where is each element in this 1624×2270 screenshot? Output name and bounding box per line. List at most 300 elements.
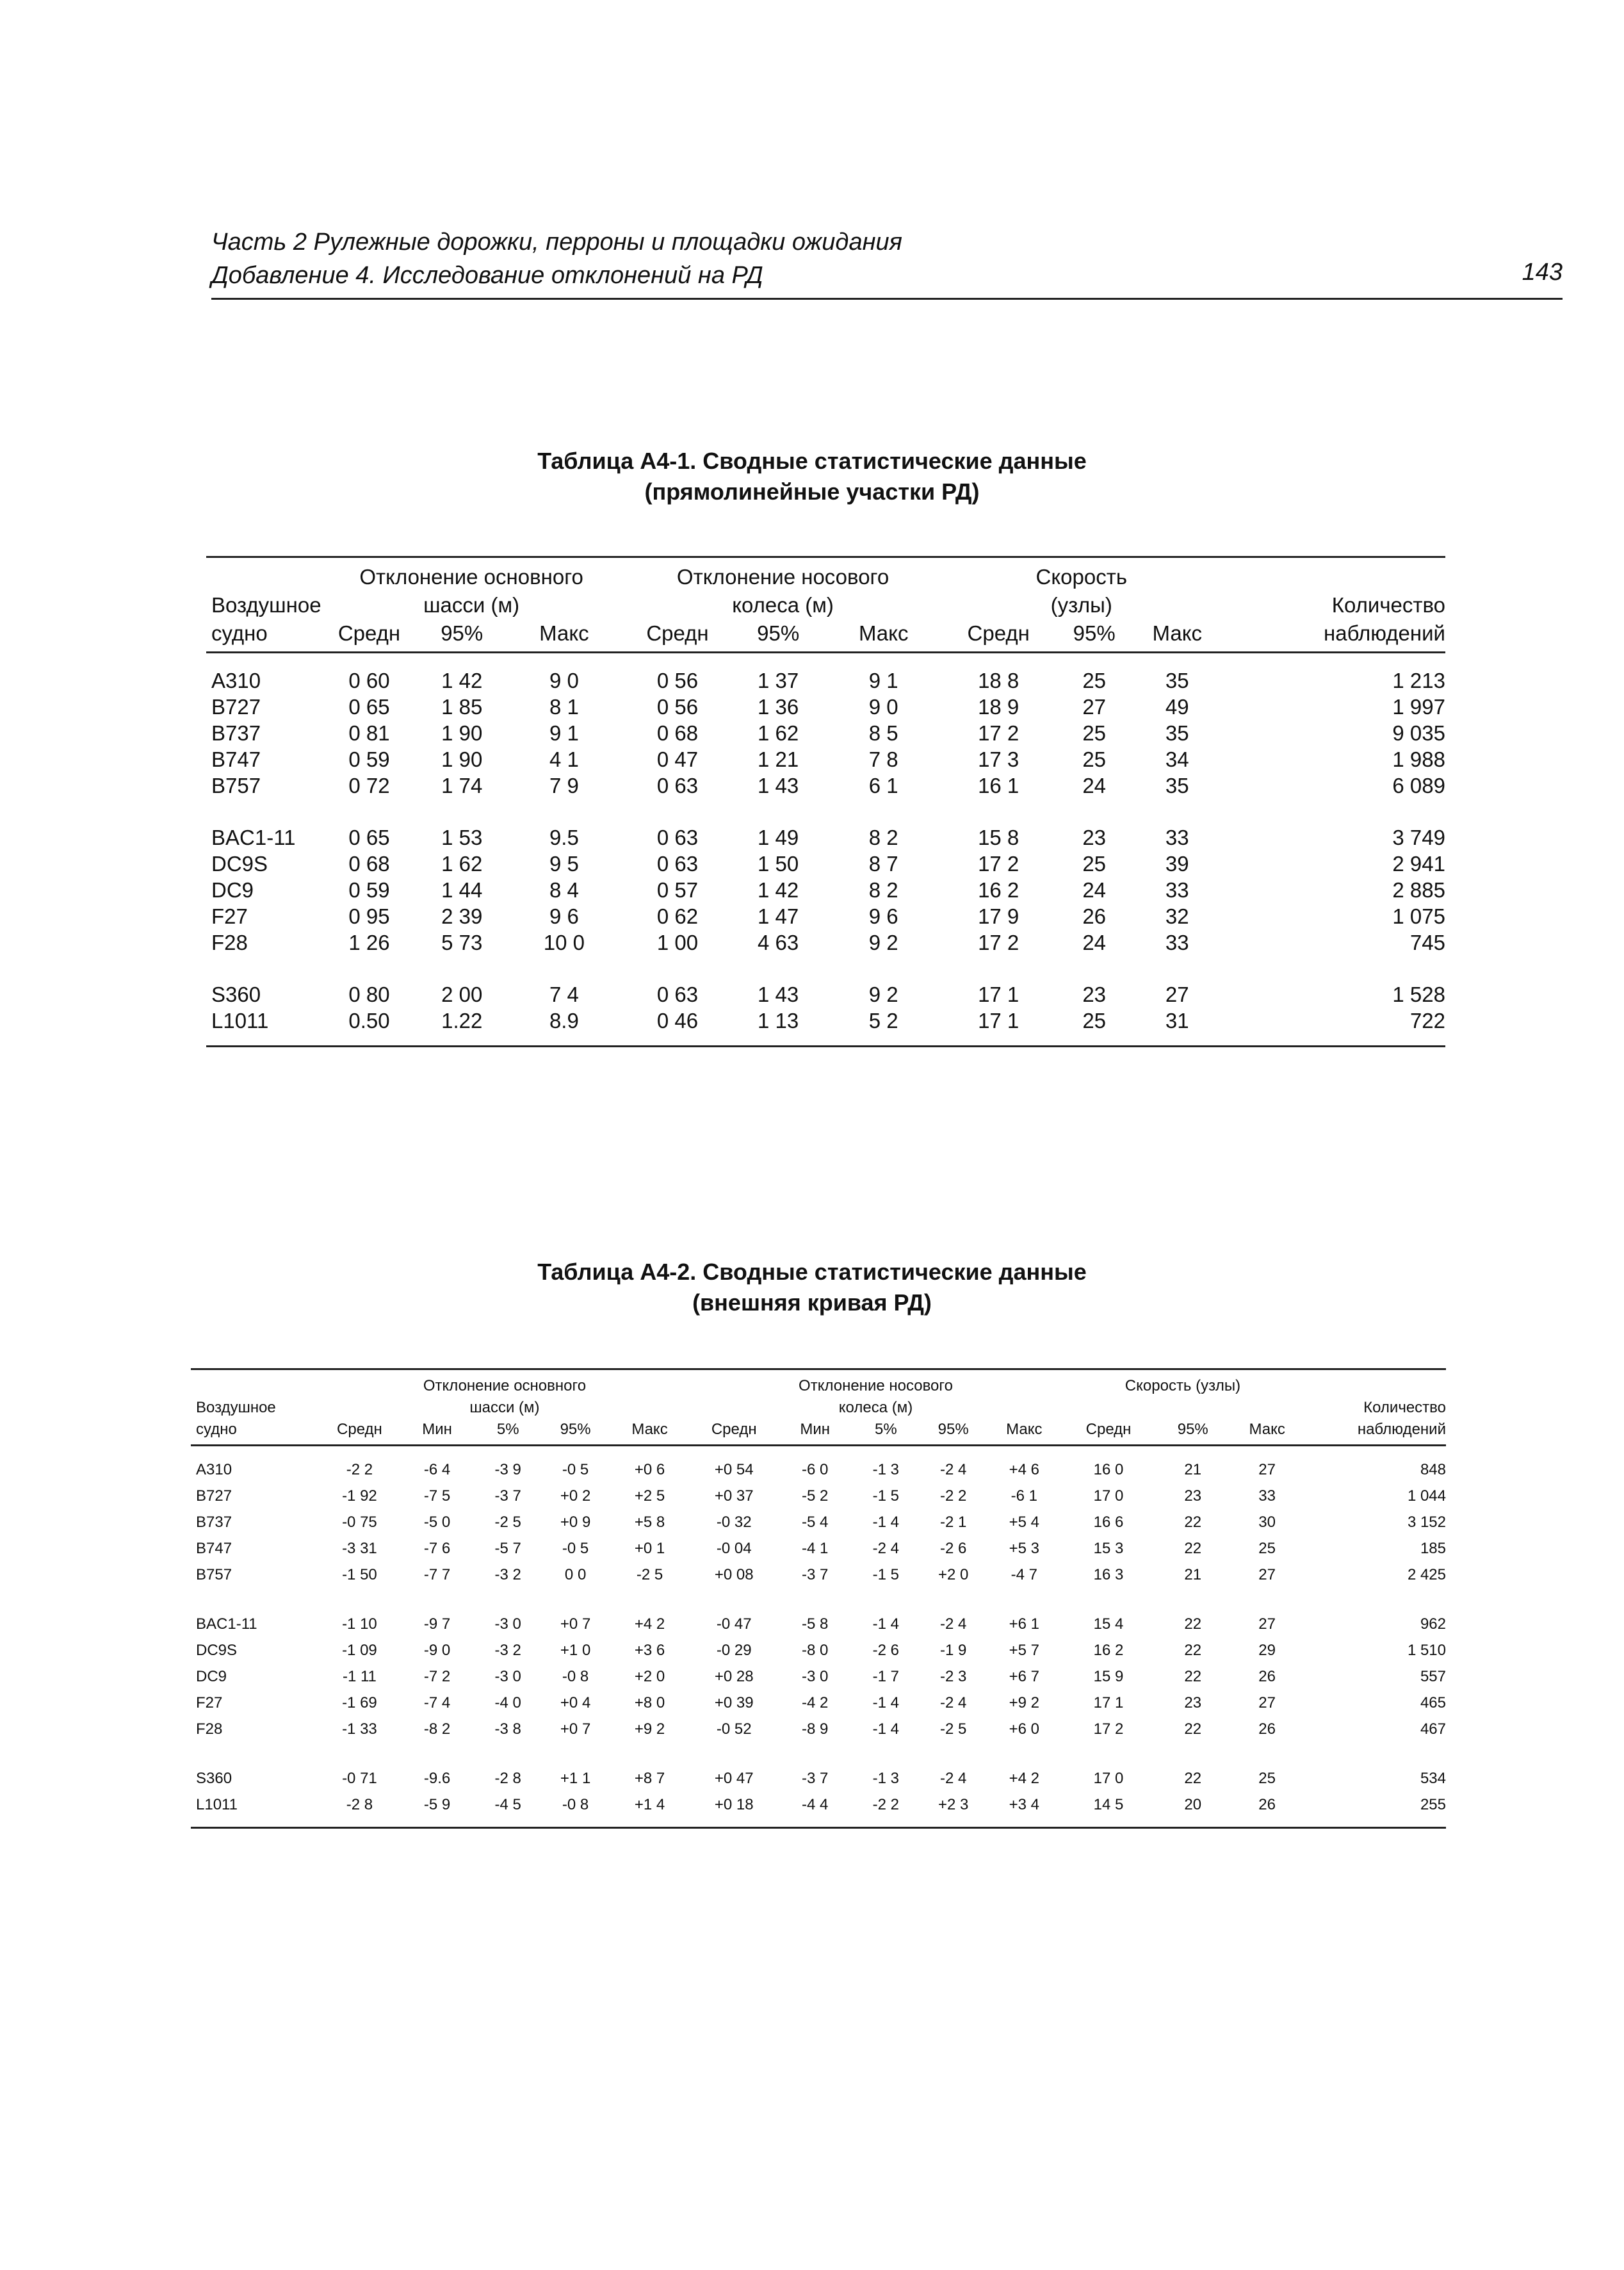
- value-cell: 1 90: [441, 721, 483, 745]
- value-cell: 0 59: [348, 747, 390, 771]
- value-cell: 15 8: [978, 826, 1019, 849]
- value-cell: -9.6: [423, 1770, 451, 1787]
- value-cell: 7 9: [549, 774, 579, 797]
- value-cell: -0 8: [562, 1668, 589, 1685]
- value-cell: +3 4: [987, 1792, 1061, 1828]
- value-cell: 9 0: [549, 669, 579, 692]
- value-cell: +0 2: [560, 1487, 591, 1505]
- value-cell: 23: [1184, 1487, 1202, 1505]
- value-cell: 27: [1258, 1566, 1276, 1583]
- value-cell: 1 49: [758, 826, 799, 849]
- value-cell: -5 7: [494, 1540, 521, 1557]
- value-cell: 5 73: [441, 931, 483, 954]
- value-cell: 8 4: [549, 878, 579, 902]
- value-cell: -1 09: [342, 1642, 377, 1659]
- value-cell: 722: [1219, 1008, 1445, 1047]
- table1-head-aircraft-2: судно: [206, 619, 321, 653]
- value-cell: 7 4: [549, 983, 579, 1006]
- value-cell: +0 6: [634, 1461, 665, 1478]
- table-row: [206, 903, 1445, 929]
- value-cell: 35: [1165, 669, 1189, 692]
- value-cell: 8 2: [868, 826, 898, 849]
- value-cell: 25: [1082, 721, 1107, 745]
- table-row: [206, 1008, 1445, 1047]
- value-cell: 32: [1165, 904, 1189, 928]
- value-cell: -1 11: [342, 1668, 377, 1685]
- aircraft-cell: BAC1-11: [211, 826, 296, 849]
- value-cell: 17 1: [1093, 1694, 1124, 1711]
- table2: [191, 1368, 1446, 1829]
- value-cell: 467: [1420, 1720, 1446, 1738]
- value-cell: +5 4: [1009, 1514, 1040, 1531]
- aircraft-cell: B757: [211, 774, 261, 797]
- value-cell: 1 044: [1407, 1487, 1446, 1505]
- value-cell: 17 1: [978, 983, 1019, 1006]
- value-cell: 1 50: [758, 852, 799, 876]
- value-cell: 1 43: [758, 983, 799, 1006]
- value-cell: 17 2: [978, 931, 1019, 954]
- value-cell: 0 65: [348, 695, 390, 719]
- table-row: [191, 1446, 1446, 1483]
- header-part-title: Часть 2 Рулежные дорожки, перроны и площадки ожидания: [211, 229, 902, 256]
- table2-title: [0, 1257, 1624, 1318]
- table1-head-speed-mean: Средн: [944, 619, 1052, 653]
- aircraft-cell: A310: [211, 669, 261, 692]
- value-cell: 848: [1420, 1461, 1446, 1478]
- table-row: [206, 851, 1445, 877]
- value-cell: 33: [1165, 826, 1189, 849]
- value-cell: 0 63: [656, 983, 699, 1006]
- value-cell: -6 1: [1011, 1487, 1037, 1505]
- value-cell: 0 59: [348, 878, 390, 902]
- value-cell: 17 0: [1093, 1487, 1124, 1505]
- table-row: [191, 1535, 1446, 1562]
- value-cell: -2 5: [940, 1720, 967, 1738]
- value-cell: -2 8: [494, 1770, 521, 1787]
- value-cell: 0 68: [656, 721, 699, 745]
- value-cell: 26: [1082, 904, 1107, 928]
- table1-head-aircraft-1: Воздушное: [211, 593, 321, 617]
- value-cell: -2 1: [940, 1514, 967, 1531]
- table-row: [191, 1562, 1446, 1588]
- value-cell: 27: [1082, 695, 1107, 719]
- value-cell: 1 528: [1392, 983, 1445, 1006]
- value-cell: 8 2: [868, 878, 898, 902]
- value-cell: 2 941: [1392, 852, 1445, 876]
- value-cell: 33: [1165, 931, 1189, 954]
- value-cell: +3 6: [634, 1642, 665, 1659]
- value-cell: 8 5: [868, 721, 898, 745]
- table2-head-nose-max: Макс: [987, 1419, 1061, 1446]
- value-cell: -5 8: [801, 1615, 829, 1633]
- value-cell: 0 47: [656, 747, 699, 771]
- value-cell: 16 2: [1093, 1642, 1124, 1659]
- value-cell: 34: [1165, 747, 1189, 771]
- table-row: [206, 694, 1445, 720]
- value-cell: -2 4: [940, 1694, 967, 1711]
- table1-title-line2: (прямолинейные участки РД): [644, 478, 980, 505]
- table1-head-main: Отклонение основного: [321, 557, 622, 592]
- value-cell: 1 26: [348, 931, 390, 954]
- value-cell: 0 63: [656, 826, 699, 849]
- value-cell: +0 54: [714, 1461, 754, 1478]
- value-cell: 0.50: [321, 1008, 418, 1047]
- value-cell: +1 1: [560, 1770, 591, 1787]
- aircraft-cell: DC9S: [211, 852, 268, 876]
- value-cell: 4 1: [549, 747, 579, 771]
- value-cell: -0 5: [562, 1461, 589, 1478]
- value-cell: -1 7: [872, 1668, 899, 1685]
- value-cell: 0 62: [656, 904, 699, 928]
- value-cell: 3 152: [1407, 1514, 1446, 1531]
- value-cell: 27: [1258, 1461, 1276, 1478]
- value-cell: -3 7: [494, 1487, 521, 1505]
- value-cell: -0 8: [542, 1792, 609, 1828]
- value-cell: -4 5: [475, 1792, 542, 1828]
- aircraft-cell: DC9: [211, 878, 254, 902]
- value-cell: -3 0: [494, 1668, 521, 1685]
- table1-head-speed-max: Макс: [1135, 619, 1219, 653]
- table2-head-main-2: шасси (м): [469, 1399, 540, 1416]
- value-cell: 17 9: [978, 904, 1019, 928]
- value-cell: 0 60: [348, 669, 390, 692]
- value-cell: 49: [1165, 695, 1189, 719]
- aircraft-cell: B737: [196, 1514, 232, 1531]
- value-cell: 22: [1184, 1668, 1202, 1685]
- value-cell: 1 988: [1392, 747, 1445, 771]
- aircraft-cell: DC9S: [196, 1642, 238, 1659]
- value-cell: -1 9: [940, 1642, 967, 1659]
- value-cell: 9 5: [549, 852, 579, 876]
- value-cell: 557: [1420, 1668, 1446, 1685]
- value-cell: -3 8: [494, 1720, 521, 1738]
- value-cell: 1 90: [441, 747, 483, 771]
- page-number: 143: [1522, 259, 1563, 286]
- value-cell: 24: [1082, 774, 1107, 797]
- table-row: [191, 1509, 1446, 1535]
- value-cell: -1 5: [872, 1487, 899, 1505]
- value-cell: 17 2: [978, 852, 1019, 876]
- value-cell: 0 81: [348, 721, 390, 745]
- table1-head-nose-2: колеса (м): [732, 593, 834, 617]
- value-cell: +2 0: [938, 1566, 969, 1583]
- value-cell: -2 4: [872, 1540, 899, 1557]
- aircraft-cell: DC9: [196, 1668, 227, 1685]
- value-cell: +9 2: [634, 1720, 665, 1738]
- value-cell: 1 44: [441, 878, 483, 902]
- value-cell: +5 3: [1009, 1540, 1040, 1557]
- value-cell: -1 69: [342, 1694, 377, 1711]
- value-cell: -4 7: [1011, 1566, 1037, 1583]
- value-cell: -4 2: [801, 1694, 829, 1711]
- value-cell: 0 57: [656, 878, 699, 902]
- value-cell: +9 2: [1009, 1694, 1040, 1711]
- value-cell: -3 7: [801, 1566, 829, 1583]
- value-cell: 1 42: [441, 669, 483, 692]
- value-cell: 16 1: [978, 774, 1019, 797]
- value-cell: +6 1: [1009, 1615, 1040, 1633]
- value-cell: 25: [1082, 669, 1107, 692]
- value-cell: -3 9: [494, 1461, 521, 1478]
- value-cell: -5 9: [400, 1792, 475, 1828]
- table2-head-speed-max: Макс: [1230, 1419, 1304, 1446]
- aircraft-cell: S360: [196, 1770, 232, 1787]
- value-cell: 0 56: [656, 695, 699, 719]
- value-cell: 9.5: [549, 826, 579, 849]
- value-cell: -9 0: [423, 1642, 451, 1659]
- value-cell: -2 5: [636, 1566, 663, 1583]
- table1-body: [206, 653, 1445, 1047]
- value-cell: 1 85: [441, 695, 483, 719]
- table-row: [191, 1742, 1446, 1792]
- table-row: [191, 1690, 1446, 1716]
- value-cell: +0 18: [690, 1792, 778, 1828]
- table2-head-main-min: Мин: [400, 1419, 475, 1446]
- value-cell: 2 885: [1392, 878, 1445, 902]
- value-cell: 0 46: [622, 1008, 734, 1047]
- value-cell: -0 47: [716, 1615, 752, 1633]
- aircraft-cell: B747: [196, 1540, 232, 1557]
- value-cell: +6 7: [1009, 1668, 1040, 1685]
- value-cell: 18 8: [978, 669, 1019, 692]
- value-cell: -2 6: [872, 1642, 899, 1659]
- value-cell: 22: [1184, 1540, 1202, 1557]
- table-row: [191, 1483, 1446, 1509]
- value-cell: -5 4: [801, 1514, 829, 1531]
- aircraft-cell: F28: [196, 1720, 223, 1738]
- table2-head-aircraft-1: Воздушное: [196, 1399, 276, 1416]
- value-cell: 1 37: [758, 669, 799, 692]
- value-cell: 1 075: [1392, 904, 1445, 928]
- header-rule: [211, 298, 1563, 300]
- value-cell: +4 2: [634, 1615, 665, 1633]
- aircraft-cell: F27: [196, 1694, 223, 1711]
- value-cell: 9 2: [868, 931, 898, 954]
- running-header: [211, 225, 1563, 292]
- value-cell: 35: [1165, 774, 1189, 797]
- value-cell: 1 47: [758, 904, 799, 928]
- aircraft-cell: B757: [196, 1566, 232, 1583]
- table1-head-main-2: шасси (м): [423, 593, 520, 617]
- value-cell: 24: [1082, 878, 1107, 902]
- value-cell: +2 5: [634, 1487, 665, 1505]
- table2-head-main-max: Макс: [609, 1419, 690, 1446]
- value-cell: -0 75: [342, 1514, 377, 1531]
- table1-head-main-mean: Средн: [321, 619, 418, 653]
- value-cell: -3 2: [494, 1566, 521, 1583]
- value-cell: 15 4: [1093, 1615, 1124, 1633]
- value-cell: +8 0: [634, 1694, 665, 1711]
- aircraft-cell: S360: [211, 983, 261, 1006]
- table2-head-nose-p5: 5%: [852, 1419, 920, 1446]
- value-cell: +2 3: [920, 1792, 987, 1828]
- table-row: [191, 1716, 1446, 1742]
- value-cell: 16 6: [1093, 1514, 1124, 1531]
- table1-head-count-2: наблюдений: [1219, 619, 1445, 653]
- value-cell: 29: [1258, 1642, 1276, 1659]
- value-cell: -8 9: [801, 1720, 829, 1738]
- value-cell: -7 6: [423, 1540, 451, 1557]
- table2-head-nose-2: колеса (м): [838, 1399, 913, 1416]
- value-cell: +0 4: [560, 1694, 591, 1711]
- table1-head-main-p95: 95%: [417, 619, 507, 653]
- value-cell: -2 5: [494, 1514, 521, 1531]
- table-row: [191, 1588, 1446, 1637]
- value-cell: 0 56: [656, 669, 699, 692]
- table2-head-main-p5: 5%: [475, 1419, 542, 1446]
- table2-head-nose-min: Мин: [778, 1419, 852, 1446]
- table-row: [206, 746, 1445, 772]
- table2-head-nose-p95: 95%: [920, 1419, 987, 1446]
- value-cell: 33: [1165, 878, 1189, 902]
- value-cell: 23: [1184, 1694, 1202, 1711]
- value-cell: -5 0: [423, 1514, 451, 1531]
- value-cell: -1 3: [872, 1770, 899, 1787]
- value-cell: -4 4: [778, 1792, 852, 1828]
- value-cell: 1 21: [758, 747, 799, 771]
- value-cell: 31: [1135, 1008, 1219, 1047]
- value-cell: 9 035: [1392, 721, 1445, 745]
- value-cell: +0 39: [714, 1694, 754, 1711]
- value-cell: +0 1: [634, 1540, 665, 1557]
- value-cell: 4 63: [758, 931, 799, 954]
- value-cell: +0 47: [714, 1770, 754, 1787]
- value-cell: 0 63: [656, 774, 699, 797]
- table1: [206, 556, 1445, 1047]
- table1-title: [0, 446, 1624, 507]
- value-cell: 0 65: [348, 826, 390, 849]
- value-cell: -0 52: [716, 1720, 752, 1738]
- aircraft-cell: F27: [211, 904, 248, 928]
- value-cell: +0 9: [560, 1514, 591, 1531]
- value-cell: 30: [1258, 1514, 1276, 1531]
- value-cell: 23: [1082, 983, 1107, 1006]
- value-cell: 1 74: [441, 774, 483, 797]
- value-cell: -1 3: [872, 1461, 899, 1478]
- table1-head-nose-p95: 95%: [733, 619, 823, 653]
- value-cell: 27: [1258, 1615, 1276, 1633]
- table-row: [206, 929, 1445, 956]
- value-cell: 2 425: [1407, 1566, 1446, 1583]
- table2-head-speed-p95: 95%: [1156, 1419, 1230, 1446]
- table-row: [206, 877, 1445, 903]
- value-cell: -7 7: [423, 1566, 451, 1583]
- value-cell: 9 2: [868, 983, 898, 1006]
- value-cell: 9 1: [868, 669, 898, 692]
- value-cell: -3 31: [342, 1540, 377, 1557]
- table2-body: [191, 1446, 1446, 1828]
- aircraft-cell: L1011: [206, 1008, 321, 1047]
- table-row: [206, 720, 1445, 746]
- value-cell: -1 92: [342, 1487, 377, 1505]
- value-cell: -3 7: [801, 1770, 829, 1787]
- value-cell: -6 4: [423, 1461, 451, 1478]
- value-cell: +6 0: [1009, 1720, 1040, 1738]
- value-cell: 26: [1258, 1720, 1276, 1738]
- value-cell: 15 3: [1093, 1540, 1124, 1557]
- value-cell: -2 4: [940, 1461, 967, 1478]
- value-cell: -5 2: [801, 1487, 829, 1505]
- value-cell: 17 2: [1093, 1720, 1124, 1738]
- table1-head-nose-max: Макс: [823, 619, 944, 653]
- aircraft-cell: L1011: [191, 1792, 319, 1828]
- value-cell: 1 510: [1407, 1642, 1446, 1659]
- table1-head-nose: Отклонение носового: [622, 557, 945, 592]
- value-cell: -0 71: [342, 1770, 377, 1787]
- value-cell: 33: [1258, 1487, 1276, 1505]
- value-cell: -4 1: [801, 1540, 829, 1557]
- value-cell: 1.22: [417, 1008, 507, 1047]
- value-cell: 6 1: [868, 774, 898, 797]
- value-cell: 20: [1156, 1792, 1230, 1828]
- value-cell: 1 62: [441, 852, 483, 876]
- value-cell: 3 749: [1392, 826, 1445, 849]
- value-cell: 1 43: [758, 774, 799, 797]
- table-row: [206, 799, 1445, 851]
- value-cell: 17 1: [944, 1008, 1052, 1047]
- table-row: [206, 772, 1445, 799]
- value-cell: -1 4: [872, 1514, 899, 1531]
- table-row: [191, 1663, 1446, 1690]
- table2-head-main: Отклонение основного: [319, 1369, 690, 1398]
- value-cell: 15 9: [1093, 1668, 1124, 1685]
- table1-head-speed-2: (узлы): [1050, 593, 1112, 617]
- value-cell: 7 8: [868, 747, 898, 771]
- value-cell: 25: [1053, 1008, 1136, 1047]
- value-cell: -2 3: [940, 1668, 967, 1685]
- value-cell: -6 0: [801, 1461, 829, 1478]
- table2-head-nose-mean: Средн: [690, 1419, 778, 1446]
- value-cell: -8 2: [423, 1720, 451, 1738]
- value-cell: 2 00: [441, 983, 483, 1006]
- value-cell: 534: [1420, 1770, 1446, 1787]
- value-cell: 8.9: [507, 1008, 622, 1047]
- value-cell: +5 7: [1009, 1642, 1040, 1659]
- table-row: [206, 653, 1445, 694]
- table-row: [191, 1792, 1446, 1828]
- table2-title-line2: (внешняя кривая РД): [692, 1289, 932, 1316]
- value-cell: 10 0: [543, 931, 585, 954]
- aircraft-cell: F28: [211, 931, 248, 954]
- value-cell: 17 3: [978, 747, 1019, 771]
- table-row: [191, 1637, 1446, 1663]
- value-cell: 0 0: [564, 1566, 587, 1583]
- value-cell: -2 2: [940, 1487, 967, 1505]
- value-cell: -7 4: [423, 1694, 451, 1711]
- value-cell: -2 2: [346, 1461, 373, 1478]
- value-cell: 22: [1184, 1642, 1202, 1659]
- value-cell: 21: [1184, 1566, 1202, 1583]
- value-cell: -7 5: [423, 1487, 451, 1505]
- table1-title-line1: Таблица А4-1. Сводные статистические данные: [537, 448, 1087, 474]
- value-cell: +0 37: [714, 1487, 754, 1505]
- value-cell: 26: [1258, 1668, 1276, 1685]
- value-cell: 16 2: [978, 878, 1019, 902]
- value-cell: 5 2: [823, 1008, 944, 1047]
- table2-head-nose: Отклонение носового: [690, 1369, 1062, 1398]
- value-cell: -1 4: [872, 1615, 899, 1633]
- value-cell: -3 0: [494, 1615, 521, 1633]
- table2-head-count-1: Количество: [1363, 1399, 1446, 1416]
- value-cell: -7 2: [423, 1668, 451, 1685]
- value-cell: -9 7: [423, 1615, 451, 1633]
- table1-head-main-max: Макс: [507, 619, 622, 653]
- table1-head-nose-mean: Средн: [622, 619, 734, 653]
- value-cell: 14 5: [1061, 1792, 1156, 1828]
- value-cell: 24: [1082, 931, 1107, 954]
- value-cell: 25: [1258, 1770, 1276, 1787]
- value-cell: 26: [1230, 1792, 1304, 1828]
